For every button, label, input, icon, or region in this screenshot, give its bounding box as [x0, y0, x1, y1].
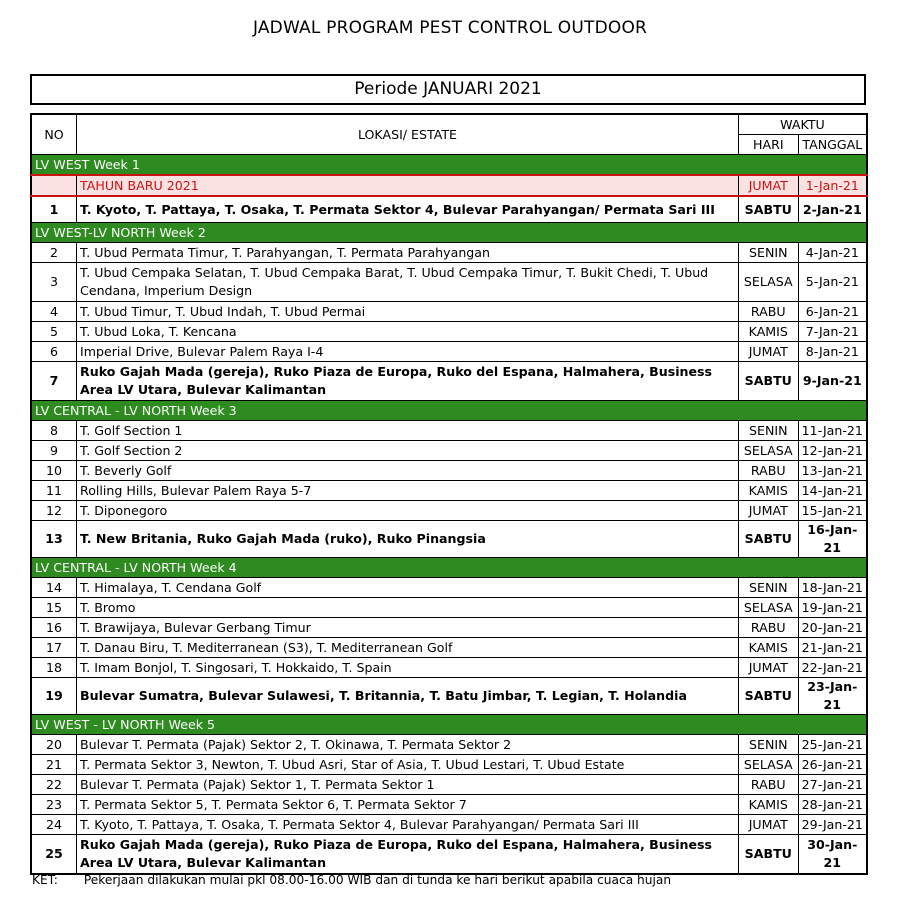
row-location: T. Permata Sektor 5, T. Permata Sektor 6, T. Permata Sektor 7: [77, 795, 739, 815]
row-location: T. Brawijaya, Bulevar Gerbang Timur: [77, 618, 739, 638]
row-day: KAMIS: [738, 638, 798, 658]
row-location: T. Permata Sektor 3, Newton, T. Ubud Asri, Star of Asia, T. Ubud Lestari, T. Ubud Estate: [77, 755, 739, 775]
row-date: 27-Jan-21: [798, 775, 867, 795]
table-row: [31, 342, 867, 362]
row-date: 7-Jan-21: [798, 322, 867, 342]
header-no: NO: [31, 114, 77, 155]
row-location: T. Danau Biru, T. Mediterranean (S3), T. Mediterranean Golf: [77, 638, 739, 658]
row-day: SELASA: [738, 598, 798, 618]
row-number: 18: [31, 658, 77, 678]
row-location: T. Kyoto, T. Pattaya, T. Osaka, T. Permata Sektor 4, Bulevar Parahyangan/ Permata Sari III: [77, 815, 739, 835]
row-location: T. Ubud Permata Timur, T. Parahyangan, T. Permata Parahyangan: [77, 243, 739, 263]
table-row: [31, 421, 867, 441]
row-number: 23: [31, 795, 77, 815]
row-day: SENIN: [738, 578, 798, 598]
week-label: LV WEST Week 1: [31, 155, 867, 176]
row-location: Bulevar T. Permata (Pajak) Sektor 2, T. Okinawa, T. Permata Sektor 2: [77, 735, 739, 755]
row-day: SABTU: [738, 835, 798, 875]
row-location: T. Imam Bonjol, T. Singosari, T. Hokkaido, T. Spain: [77, 658, 739, 678]
row-location: Bulevar Sumatra, Bulevar Sulawesi, T. Britannia, T. Batu Jimbar, T. Legian, T. Holandia: [77, 678, 739, 715]
row-location: T. Golf Section 2: [77, 441, 739, 461]
week-label: LV WEST-LV NORTH Week 2: [31, 223, 867, 243]
table-row: [31, 795, 867, 815]
row-date: 6-Jan-21: [798, 302, 867, 322]
header-location: LOKASI/ ESTATE: [77, 114, 739, 155]
week-label: LV CENTRAL - LV NORTH Week 3: [31, 401, 867, 421]
row-location: T. Ubud Cempaka Selatan, T. Ubud Cempaka Barat, T. Ubud Cempaka Timur, T. Bukit Chedi, T. Ubud Cendana, Imperium Design: [77, 263, 739, 302]
table-row: [31, 302, 867, 322]
holiday-row: [31, 175, 867, 196]
row-date: 9-Jan-21: [798, 362, 867, 401]
row-day: KAMIS: [738, 795, 798, 815]
week-header-row: [31, 401, 867, 421]
row-date: 18-Jan-21: [798, 578, 867, 598]
row-location: T. Beverly Golf: [77, 461, 739, 481]
row-number: 8: [31, 421, 77, 441]
row-location: Ruko Gajah Mada (gereja), Ruko Piaza de Europa, Ruko del Espana, Halmahera, Business Area LV Utara, Bulevar Kalimantan: [77, 362, 739, 401]
row-number: 22: [31, 775, 77, 795]
row-day: JUMAT: [738, 342, 798, 362]
period-banner: Periode JANUARI 2021: [30, 74, 866, 105]
row-date: 11-Jan-21: [798, 421, 867, 441]
table-row: [31, 243, 867, 263]
row-location: T. New Britania, Ruko Gajah Mada (ruko), Ruko Pinangsia: [77, 521, 739, 558]
row-date: 22-Jan-21: [798, 658, 867, 678]
holiday-day: JUMAT: [738, 175, 798, 196]
row-date: 13-Jan-21: [798, 461, 867, 481]
row-number: 15: [31, 598, 77, 618]
row-location: T. Bromo: [77, 598, 739, 618]
row-number: 12: [31, 501, 77, 521]
row-number: 9: [31, 441, 77, 461]
row-date: 14-Jan-21: [798, 481, 867, 501]
week-label: LV CENTRAL - LV NORTH Week 4: [31, 558, 867, 578]
row-number: 20: [31, 735, 77, 755]
row-date: 4-Jan-21: [798, 243, 867, 263]
week-header-row: [31, 558, 867, 578]
row-day: SENIN: [738, 243, 798, 263]
row-date: 26-Jan-21: [798, 755, 867, 775]
row-location: Bulevar T. Permata (Pajak) Sektor 1, T. Permata Sektor 1: [77, 775, 739, 795]
row-day: RABU: [738, 461, 798, 481]
table-row: [31, 461, 867, 481]
row-date: 19-Jan-21: [798, 598, 867, 618]
table-row: [31, 322, 867, 342]
row-number: 13: [31, 521, 77, 558]
row-date: 12-Jan-21: [798, 441, 867, 461]
row-day: SENIN: [738, 421, 798, 441]
row-day: RABU: [738, 618, 798, 638]
table-row: [31, 578, 867, 598]
row-number: 17: [31, 638, 77, 658]
row-day: KAMIS: [738, 481, 798, 501]
row-date: 29-Jan-21: [798, 815, 867, 835]
week-header-row: [31, 223, 867, 243]
row-location: T. Golf Section 1: [77, 421, 739, 441]
row-day: SABTU: [738, 196, 798, 223]
row-location: T. Himalaya, T. Cendana Golf: [77, 578, 739, 598]
row-location: T. Ubud Loka, T. Kencana: [77, 322, 739, 342]
row-day: SELASA: [738, 263, 798, 302]
schedule-body: [31, 155, 867, 875]
row-number: 6: [31, 342, 77, 362]
row-number: 24: [31, 815, 77, 835]
table-row: [31, 441, 867, 461]
row-day: KAMIS: [738, 322, 798, 342]
row-number: 14: [31, 578, 77, 598]
row-day: SABTU: [738, 362, 798, 401]
table-row: [31, 835, 867, 875]
row-number: 5: [31, 322, 77, 342]
row-date: 5-Jan-21: [798, 263, 867, 302]
table-row: [31, 362, 867, 401]
table-row: [31, 815, 867, 835]
row-number: 25: [31, 835, 77, 875]
row-date: 20-Jan-21: [798, 618, 867, 638]
header-time: WAKTU: [738, 114, 867, 135]
row-date: 23-Jan-21: [798, 678, 867, 715]
table-row: [31, 755, 867, 775]
week-label: LV WEST - LV NORTH Week 5: [31, 715, 867, 735]
row-number: 21: [31, 755, 77, 775]
footnote: [32, 873, 671, 887]
row-number: 7: [31, 362, 77, 401]
header-date: TANGGAL: [798, 135, 867, 155]
row-day: JUMAT: [738, 815, 798, 835]
row-number: 19: [31, 678, 77, 715]
table-row: [31, 501, 867, 521]
row-day: JUMAT: [738, 658, 798, 678]
table-row: [31, 521, 867, 558]
row-location: T. Kyoto, T. Pattaya, T. Osaka, T. Permata Sektor 4, Bulevar Parahyangan/ Permata Sari III: [77, 196, 739, 223]
table-row: [31, 263, 867, 302]
row-day: SELASA: [738, 755, 798, 775]
row-number: 10: [31, 461, 77, 481]
row-date: 2-Jan-21: [798, 196, 867, 223]
row-location: Imperial Drive, Bulevar Palem Raya I-4: [77, 342, 739, 362]
schedule-table: [30, 113, 868, 875]
row-location: Ruko Gajah Mada (gereja), Ruko Piaza de Europa, Ruko del Espana, Halmahera, Business Area LV Utara, Bulevar Kalimantan: [77, 835, 739, 875]
table-row: [31, 775, 867, 795]
row-day: SABTU: [738, 521, 798, 558]
footnote-label: KET:: [32, 873, 58, 887]
row-date: 30-Jan-21: [798, 835, 867, 875]
row-location: T. Diponegoro: [77, 501, 739, 521]
row-number: 2: [31, 243, 77, 263]
row-number: 4: [31, 302, 77, 322]
row-number: 16: [31, 618, 77, 638]
table-row: [31, 638, 867, 658]
table-row: [31, 735, 867, 755]
holiday-date: 1-Jan-21: [798, 175, 867, 196]
row-day: JUMAT: [738, 501, 798, 521]
row-date: 28-Jan-21: [798, 795, 867, 815]
row-day: SABTU: [738, 678, 798, 715]
table-row: [31, 678, 867, 715]
row-number: 11: [31, 481, 77, 501]
table-row: [31, 658, 867, 678]
holiday-location: TAHUN BARU 2021: [77, 175, 739, 196]
table-row: [31, 196, 867, 223]
row-date: 15-Jan-21: [798, 501, 867, 521]
row-location: T. Ubud Timur, T. Ubud Indah, T. Ubud Permai: [77, 302, 739, 322]
row-number: 3: [31, 263, 77, 302]
week-header-row: [31, 715, 867, 735]
table-row: [31, 481, 867, 501]
row-date: 16-Jan-21: [798, 521, 867, 558]
footnote-text: Pekerjaan dilakukan mulai pkl 08.00-16.00 WIB dan di tunda ke hari berikut apabila cuaca hujan: [83, 873, 672, 887]
row-date: 21-Jan-21: [798, 638, 867, 658]
row-day: SENIN: [738, 735, 798, 755]
row-number: 1: [31, 196, 77, 223]
document-title: JADWAL PROGRAM PEST CONTROL OUTDOOR: [252, 18, 648, 38]
header-day: HARI: [738, 135, 798, 155]
row-date: 25-Jan-21: [798, 735, 867, 755]
holiday-no: [31, 175, 77, 196]
table-row: [31, 618, 867, 638]
row-day: RABU: [738, 775, 798, 795]
row-date: 8-Jan-21: [798, 342, 867, 362]
week-header-row: [31, 155, 867, 176]
table-row: [31, 598, 867, 618]
row-day: SELASA: [738, 441, 798, 461]
row-location: Rolling Hills, Bulevar Palem Raya 5-7: [77, 481, 739, 501]
row-day: RABU: [738, 302, 798, 322]
